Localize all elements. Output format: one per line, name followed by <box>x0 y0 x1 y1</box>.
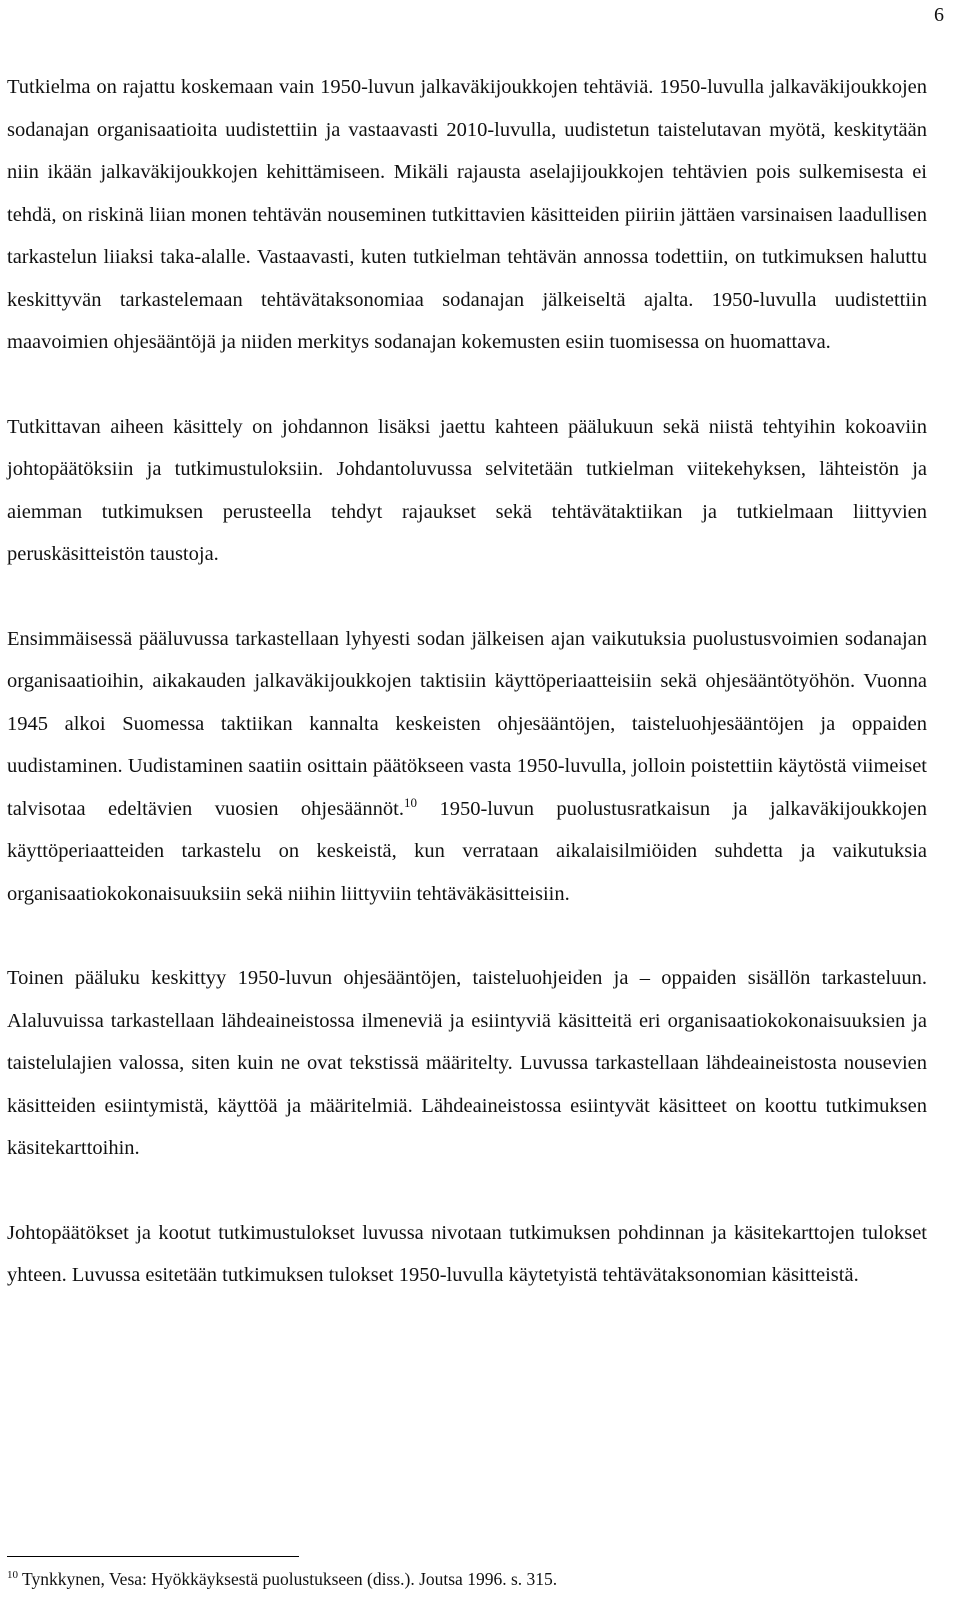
footnote-number: 10 <box>7 1569 18 1582</box>
footnote-reference[interactable]: 10 <box>403 794 417 810</box>
paragraph-conclusions: Johtopäätökset ja kootut tutkimustulokset luvussa nivotaan tutkimuksen pohdinnan ja käsitekarttojen tulokset yhteen. Luvussa esitetään tutkimuksen tulokset 1950-luvulla käytetyistä tehtävätaksonomian käsitteistä. <box>7 1221 927 1286</box>
paragraph-first-main-chapter <box>7 618 927 916</box>
page-number: 6 <box>934 4 944 26</box>
paragraph-scope: Tutkielma on rajattu koskemaan vain 1950-luvun jalkaväkijoukkojen tehtäviä. 1950-luvulla jalkaväkijoukkojen sodanajan organisaatioita uudistettiin ja vastaavasti 2010-luvulla, uudistetun taistelutavan myötä, keskitytään niin ikään jalkaväkijoukkojen kehittämiseen. Mikäli rajausta aselajijoukkojen tehtävien pois sulkemisesta ei tehdä, on riskinä liian monen tehtävän nouseminen tutkittavien käsitteiden piiriin jättäen varsinaisen laadullisen tarkastelun liiaksi taka-alalle. Vastaavasti, kuten tutkielman tehtävän annossa todettiin, on tutkimuksen haluttu keskittyvän tarkastelemaan tehtävätaksonomiaa sodanajan jälkeiseltä ajalta. 1950-luvulla uudistettiin maavoimien ohjesääntöjä ja niiden merkitys sodanajan kokemusten esiin tuomisessa on huomattava. <box>7 76 927 353</box>
footnote-divider <box>7 1556 299 1557</box>
paragraph-text-before-note: Ensimmäisessä pääluvussa tarkastellaan lyhyesti sodan jälkeisen ajan vaikutuksia puolustusvoimien sodanajan organisaatioihin, aikakauden jalkaväkijoukkojen taktisiin käyttöperiaatteisiin sekä ohjesääntötyöhön. Vuonna 1945 alkoi Suomessa taktiikan kannalta keskeisten ohjesääntöjen, taisteluohjesääntöjen ja oppaiden uudistaminen. Uudistaminen saatiin osittain päätökseen vasta 1950-luvulla, jolloin poistettiin käytöstä viimeiset talvisotaa edeltävien vuosien ohjesäännöt. <box>7 627 927 820</box>
paragraph-structure: Tutkittavan aiheen käsittely on johdannon lisäksi jaettu kahteen päälukuun sekä niistä tehtyihin kokoaviin johtopäätöksiin ja tutkimustuloksiin. Johdantoluvussa selvitetään tutkielman viitekehyksen, lähteistön ja aiemman tutkimuksen perusteella tehdyt rajaukset sekä tehtävätaktiikan ja tutkielmaan liittyvien peruskäsitteistön taustoja. <box>7 415 927 565</box>
footnote-text: Tynkkynen, Vesa: Hyökkäyksestä puolustukseen (diss.). Joutsa 1996. s. 315. <box>18 1569 558 1589</box>
body-text <box>7 66 927 1297</box>
paragraph-second-main-chapter: Toinen pääluku keskittyy 1950-luvun ohjesääntöjen, taisteluohjeiden ja – oppaiden sisällön tarkasteluun. Alaluvuissa tarkastellaan lähdeaineistossa ilmeneviä ja esiintyviä käsitteitä eri organisaatiokokonaisuuksien ja taistelulajien valossa, siten kuin ne ovat tekstissä määritelty. Luvussa tarkastellaan lähdeaineistosta nousevien käsitteiden esiintymistä, käyttöä ja määritelmiä. Lähdeaineistossa esiintyvät käsitteet on koottu tutkimuksen käsitekarttoihin. <box>7 967 927 1159</box>
footnote <box>7 1568 557 1590</box>
paragraph-text-after-note: 1950-luvun puolustusratkaisun ja jalkaväkijoukkojen käyttöperiaatteiden tarkastelu on keskeistä, kun verrataan aikalaisilmiöiden suhdetta ja vaikutuksia organisaatiokokonaisuuksiin sekä niihin liittyviin tehtäväkäsitteisiin. <box>7 797 927 905</box>
